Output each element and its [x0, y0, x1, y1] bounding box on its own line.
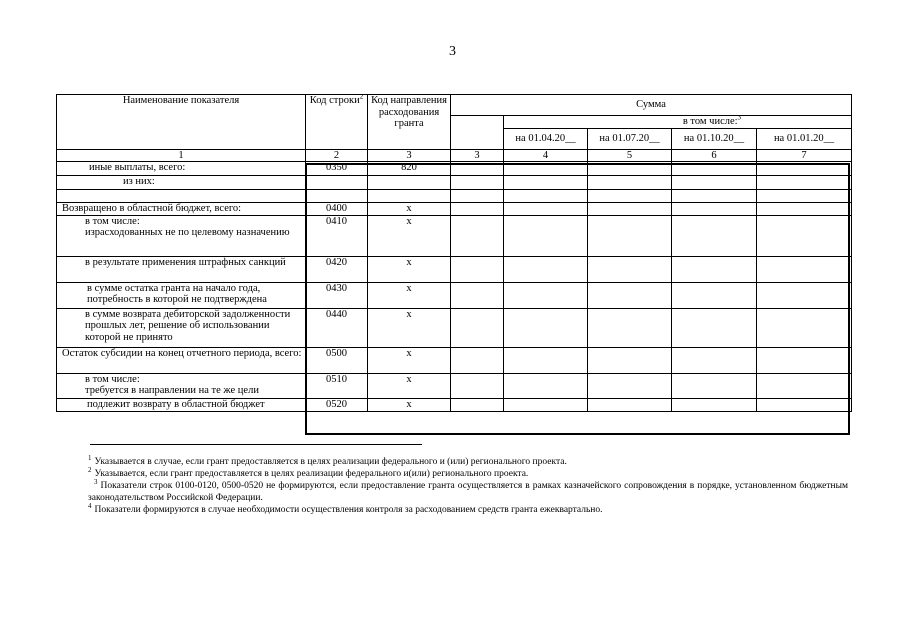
col-num: 1 — [57, 149, 306, 161]
page-number: 3 — [449, 44, 456, 59]
footnote-divider — [90, 444, 422, 445]
col-num: 6 — [672, 149, 757, 161]
header-d1: на 01.04.20__ — [504, 128, 588, 149]
header-including: в том числе:$^3$ — [504, 116, 852, 129]
header-d4: на 01.01.20__ — [757, 128, 852, 149]
footnote: $^3$ Показатели строк 0100-0120, 0500-0520 не формируются, если предоставление гранта осуществляется в рамках казначейского сопровождения в порядке, установленном бюджетным законодательством Российской Федерации. — [88, 477, 848, 503]
table-row: подлежит возврату в областной бюджет 0520 x — [57, 398, 852, 411]
footnotes — [88, 453, 848, 516]
col-num: 4 — [504, 149, 588, 161]
col-num: 7 — [757, 149, 852, 161]
header-name: Наименование показателя — [57, 95, 306, 150]
footnote: $^4$ Показатели формируются в случае необходимости осуществления контроля за расходованием средств гранта ежеквартально. — [88, 501, 603, 515]
table-row: в сумме возврата дебиторской задолженности прошлых лет, решение об использовании которой не принято 0440 x — [57, 308, 852, 347]
table-row-spacer — [57, 189, 852, 202]
col-num: 3 — [451, 149, 504, 161]
table-row: Возвращено в областной бюджет, всего: 0400 x — [57, 202, 852, 215]
table-row: в результате применения штрафных санкций 0420 x — [57, 256, 852, 282]
table-row: иные выплаты, всего: 0350 820 — [57, 161, 852, 175]
column-numbers-row — [57, 149, 852, 161]
header-sum: Сумма — [451, 95, 852, 116]
table-row: в том числе: израсходованных не по целевому назначению 0410 x — [57, 215, 852, 256]
report-table — [56, 94, 852, 412]
table-row: из них: — [57, 175, 852, 189]
header-d2: на 01.07.20__ — [588, 128, 672, 149]
col-num: 2 — [306, 149, 368, 161]
footnote: $^2$ Указывается, если грант предоставляется в целях реализации федерального и(или) регионального проекта. — [88, 465, 529, 479]
header-code-direction: Код направления расходования гранта — [368, 95, 451, 150]
footnote: $^1$ Указывается в случае, если грант предоставляется в целях реализации федерального и (или) регионального проекта. — [88, 453, 567, 467]
header-code-row: Код строки$^2$ — [306, 95, 368, 150]
table-row: Остаток субсидии на конец отчетного периода, всего: 0500 x — [57, 347, 852, 373]
header-d3: на 01.10.20__ — [672, 128, 757, 149]
col-num: 3 — [368, 149, 451, 161]
table-row: в том числе: требуется в направлении на те же цели 0510 x — [57, 373, 852, 398]
col-num: 5 — [588, 149, 672, 161]
table-row: в сумме остатка гранта на начало года, потребность в которой не подтверждена 0430 x — [57, 282, 852, 308]
